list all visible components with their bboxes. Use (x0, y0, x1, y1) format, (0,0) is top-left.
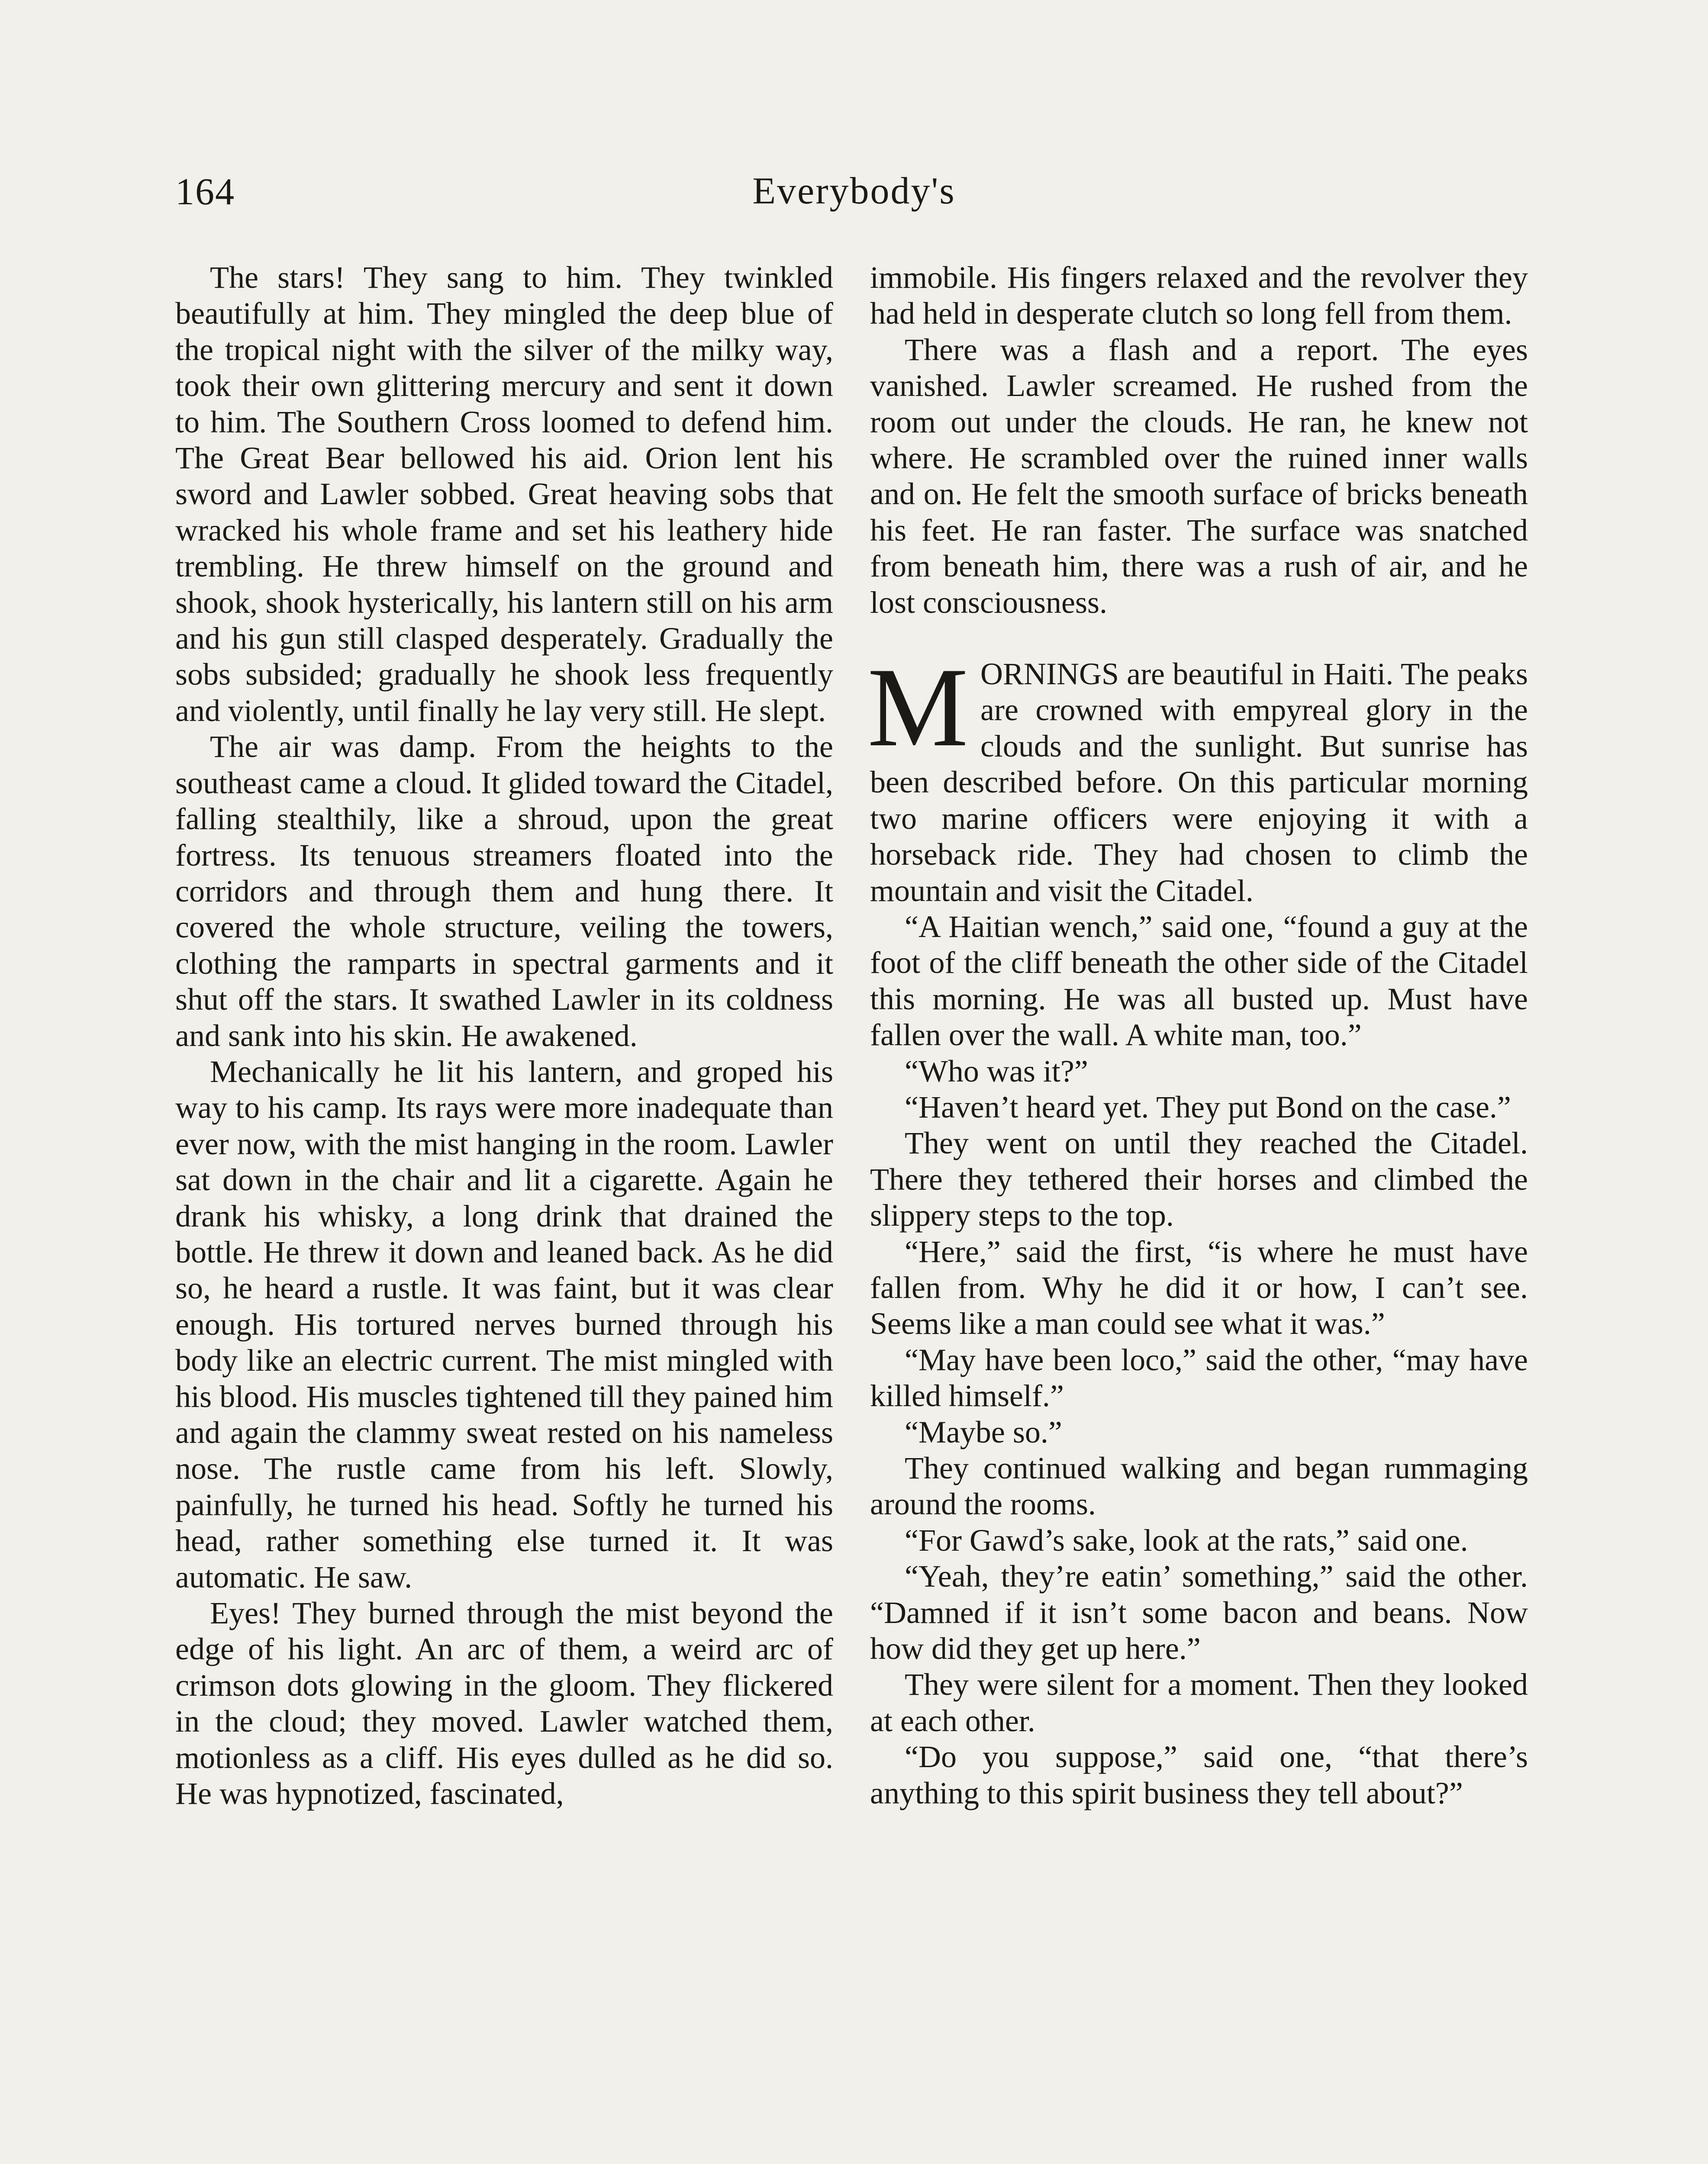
paragraph: The air was damp. From the heights to the southeast came a cloud. It glided toward the Citadel, falling stealthily, like a shroud, upon the great fortress. Its tenuous streamers floated into the corridors and through them and hung there. It covered the whole structure, veiling the towers, clothing the ramparts in spectral garments and it shut off the stars. It swathed Lawler in its coldness and sank into his skin. He awakened. (175, 729, 833, 1053)
page-number: 164 (175, 171, 235, 213)
running-head-title: Everybody's (752, 170, 956, 212)
section-opening-text: ORNINGS are beautiful in Haiti. The peaks are crowned with empyreal glory in the clouds and the sunlight. But sunrise has been described before. On this particular morning two marine officers were enjoying it with a horseback ride. They had chosen to climb the mountain and visit the Citadel. (870, 657, 1528, 908)
paragraph: “Who was it?” (905, 1053, 1088, 1088)
paragraph: “Do you suppose,” said one, “that there’s anything to this spirit business they tell about?” (870, 1739, 1528, 1810)
paragraph: They were silent for a moment. Then they looked at each other. (870, 1667, 1528, 1738)
paragraph: There was a flash and a report. The eyes vanished. Lawler screamed. He rushed from the room out under the clouds. He ran, he knew not where. He scrambled over the ruined inner walls and on. He felt the smooth surface of bricks beneath his feet. He ran faster. The surface was snatched from beneath him, there was a rush of air, and he lost consciousness. (870, 332, 1528, 620)
paragraph: Eyes! They burned through the mist beyond the edge of his light. An arc of them, a weird arc of crimson dots glowing in the gloom. They flickered in the cloud; they moved. Lawler watched them, motionless as a cliff. His eyes dulled as he did so. He was hypnotized, fascinated, (175, 1596, 833, 1811)
paragraph: “May have been loco,” said the other, “may have killed himself.” (870, 1342, 1528, 1414)
paragraph: “Here,” said the first, “is where he must have fallen from. Why he did it or how, I can’t see. Seems like a man could see what it was.” (870, 1234, 1528, 1341)
right-text-column (867, 260, 1528, 1811)
paragraph: “Haven’t heard yet. They put Bond on the case.” (905, 1089, 1511, 1124)
paragraph: Mechanically he lit his lantern, and groped his way to his camp. Its rays were more inadequate than ever now, with the mist hanging in the room. Lawler sat down in the chair and lit a cigarette. Again he drank his whisky, a long drink that drained the bottle. He threw it down and leaned back. As he did so, he heard a rustle. It was faint, but it was clear enough. His tortured nerves burned through his body like an electric current. The mist mingled with his blood. His muscles tightened till they pained him and again the clammy sweat rested on his nameless nose. The rustle came from his left. Slowly, painfully, he turned his head. Softly he turned his head, rather something else turned it. It was automatic. He saw. (175, 1054, 833, 1594)
paragraph: The stars! They sang to him. They twinkled beautifully at him. They mingled the deep blue of the tropical night with the silver of the milky way, took their own glittering mercury and sent it down to him. The Southern Cross loomed to defend him. The Great Bear bellowed his aid. Orion lent his sword and Lawler sobbed. Great heaving sobs that wracked his whole frame and set his leathery hide trembling. He threw himself on the ground and shook, shook hysterically, his lantern still on his arm and his gun still clasped desperately. Gradually the sobs subsided; gradually he shook less frequently and violently, until finally he lay very still. He slept. (175, 260, 833, 728)
paragraph: “Yeah, they’re eatin’ something,” said the other. “Damned if it isn’t some bacon and beans. Now how did they get up here.” (870, 1559, 1528, 1666)
continued-paragraph: immobile. His fingers relaxed and the revolver they had held in desperate clutch so long fell from them. (870, 260, 1528, 331)
paragraph: “For Gawd’s sake, look at the rats,” said one. (905, 1523, 1468, 1558)
paragraph: They went on until they reached the Citadel. There they tethered their horses and climbed the slippery steps to the top. (870, 1126, 1528, 1233)
paragraph: “A Haitian wench,” said one, “found a guy at the foot of the cliff beneath the other side of the Citadel this morning. He was all busted up. Must have fallen over the wall. A white man, too.” (870, 909, 1528, 1053)
left-text-column (175, 260, 833, 1812)
paragraph: They continued walking and began rummaging around the rooms. (870, 1451, 1528, 1522)
drop-cap: M (867, 644, 968, 770)
section-opening-paragraph (867, 644, 1528, 909)
paragraph: “Maybe so.” (905, 1414, 1062, 1449)
